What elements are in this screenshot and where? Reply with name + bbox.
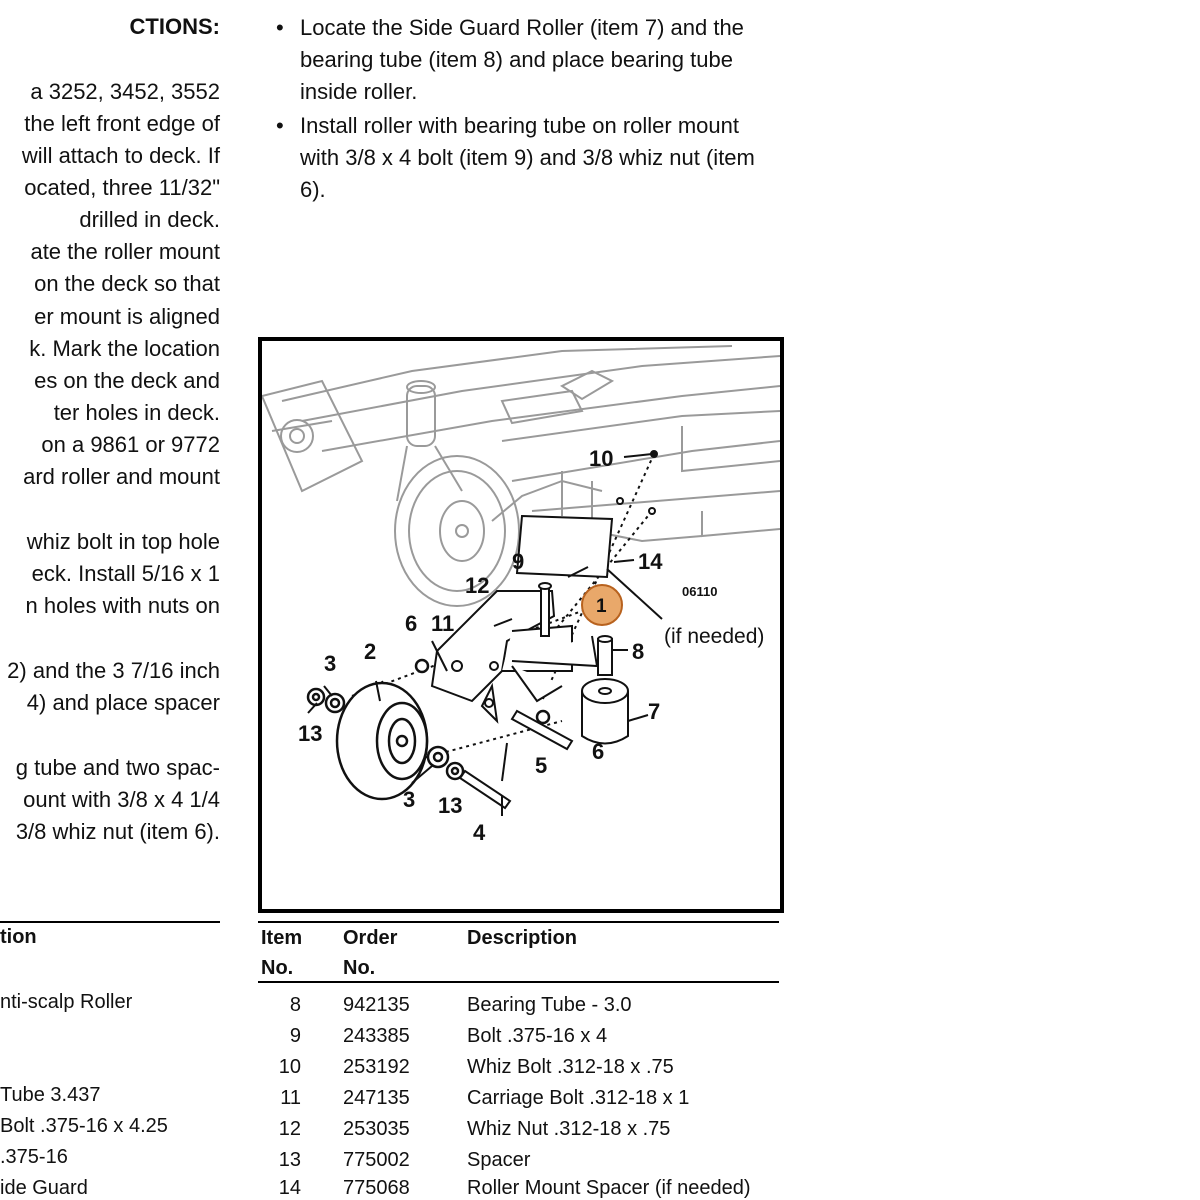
description-cell: Bolt .375-16 x 4 bbox=[467, 1025, 608, 1047]
item-no-cell: 13 bbox=[278, 1149, 301, 1171]
callout-label: 14 bbox=[638, 549, 663, 574]
instruction-line: ate the roller mount bbox=[30, 239, 220, 264]
callout-label: 12 bbox=[465, 573, 490, 598]
callout-label: 6 bbox=[405, 611, 418, 636]
bullet-dot: • bbox=[276, 113, 284, 138]
side-guard-roller-drawing bbox=[582, 679, 628, 744]
left-description-header: tion bbox=[0, 926, 37, 948]
instruction-line: will attach to deck. If bbox=[21, 143, 220, 168]
item-no-header: No. bbox=[261, 957, 294, 979]
instruction-line: n holes with nuts on bbox=[25, 593, 220, 618]
order-no-header: Order bbox=[343, 927, 398, 949]
description-cell: Whiz Bolt .312-18 x .75 bbox=[467, 1056, 674, 1078]
description-cell: Roller Mount Spacer (if needed) bbox=[467, 1177, 751, 1199]
description-cell: Bearing Tube - 3.0 bbox=[467, 994, 632, 1016]
marker-number: 1 bbox=[596, 596, 607, 617]
bullet-text: Install roller with bearing tube on roller mount with 3/8 x 4 bolt (item 9) and 3/8 whiz nut (item 6). bbox=[300, 113, 755, 202]
left-description-cell: .375-16 bbox=[0, 1146, 68, 1168]
instruction-line: drilled in deck. bbox=[79, 207, 220, 232]
callout-label: 11 bbox=[431, 611, 455, 636]
instructions-heading: CTIONS: bbox=[129, 14, 220, 39]
instruction-line: on a 9861 or 9772 bbox=[41, 432, 220, 457]
assembly-figure bbox=[258, 337, 784, 913]
mower-deck-drawing bbox=[262, 346, 780, 541]
order-no-cell: 942135 bbox=[343, 994, 410, 1016]
instruction-line: 4) and place spacer bbox=[26, 690, 220, 715]
bullet-dot: • bbox=[276, 15, 284, 40]
instruction-line: ard roller and mount bbox=[23, 464, 220, 489]
left-description-cell: Bolt .375-16 x 4.25 bbox=[0, 1115, 168, 1137]
item-no-cell: 10 bbox=[278, 1056, 301, 1078]
description-cell: Whiz Nut .312-18 x .75 bbox=[467, 1118, 671, 1140]
table-top-rule-left bbox=[0, 921, 220, 923]
callout-label: 7 bbox=[648, 699, 661, 724]
left-instructions-column bbox=[0, 0, 230, 900]
right-instructions-column bbox=[272, 12, 782, 208]
description-cell: Spacer bbox=[467, 1149, 531, 1171]
item-no-cell: 12 bbox=[278, 1118, 301, 1140]
description-cell: Carriage Bolt .312-18 x 1 bbox=[467, 1087, 690, 1109]
instruction-line: g tube and two spac- bbox=[15, 755, 220, 780]
order-no-header: No. bbox=[343, 957, 376, 979]
instruction-line: 2) and the 3 7/16 inch bbox=[7, 658, 220, 683]
order-no-cell: 253192 bbox=[343, 1056, 410, 1078]
bolt-9-drawing bbox=[539, 583, 551, 636]
instruction-line: a 3252, 3452, 3552 bbox=[30, 79, 220, 104]
order-no-cell: 247135 bbox=[343, 1087, 410, 1109]
description-header: Description bbox=[467, 927, 578, 949]
exploded-view-drawing bbox=[262, 341, 780, 909]
item-no-header: Item bbox=[261, 927, 303, 949]
instruction-line: ter holes in deck. bbox=[53, 400, 220, 425]
left-description-cell: nti-scalp Roller bbox=[0, 991, 133, 1013]
callout-label: 3 bbox=[324, 651, 337, 676]
roller-mount-spacer-plate bbox=[517, 516, 612, 577]
instruction-line: k. Mark the location bbox=[29, 336, 220, 361]
instruction-line: whiz bolt in top hole bbox=[26, 529, 220, 554]
if-needed-label: (if needed) bbox=[664, 625, 765, 648]
callout-label: 3 bbox=[403, 787, 416, 812]
instruction-line: the left front edge of bbox=[24, 111, 220, 136]
order-no-cell: 775068 bbox=[343, 1177, 410, 1199]
callout-label: 2 bbox=[364, 639, 377, 664]
instruction-line: ount with 3/8 x 4 1/4 bbox=[23, 787, 220, 812]
item-no-cell: 8 bbox=[289, 994, 301, 1016]
instruction-line: eck. Install 5/16 x 1 bbox=[31, 561, 220, 586]
order-no-cell: 775002 bbox=[343, 1149, 410, 1171]
callout-label: 6 bbox=[592, 739, 605, 764]
instruction-line: er mount is aligned bbox=[34, 304, 220, 329]
order-no-cell: 253035 bbox=[343, 1118, 410, 1140]
item-no-cell: 14 bbox=[278, 1177, 301, 1199]
callout-label: 10 bbox=[589, 446, 614, 471]
callout-label: 8 bbox=[632, 639, 645, 664]
instruction-line: on the deck so that bbox=[34, 271, 220, 296]
bullet-text: Locate the Side Guard Roller (item 7) and the bearing tube (item 8) and place bearing tube inside roller. bbox=[300, 15, 744, 104]
callout-label: 13 bbox=[438, 793, 463, 818]
callout-label: 5 bbox=[535, 753, 548, 778]
table-top-rule bbox=[258, 921, 779, 923]
callout-label: 9 bbox=[512, 549, 525, 574]
callout-label: 4 bbox=[473, 820, 486, 845]
table-header-rule bbox=[258, 981, 779, 983]
bearing-tube-drawing bbox=[598, 636, 612, 675]
item-no-cell: 9 bbox=[289, 1025, 301, 1047]
left-description-cell: Tube 3.437 bbox=[0, 1084, 101, 1106]
left-description-cell: ide Guard bbox=[0, 1177, 88, 1199]
pins-drawing bbox=[460, 711, 572, 808]
item-no-cell: 11 bbox=[280, 1087, 301, 1109]
instruction-line: es on the deck and bbox=[34, 368, 220, 393]
instruction-line: ocated, three 11/32" bbox=[24, 175, 220, 200]
instruction-bullet bbox=[272, 12, 782, 108]
callout-label: 13 bbox=[298, 721, 323, 746]
instruction-bullet bbox=[272, 110, 782, 206]
figure-id: 06110 bbox=[682, 584, 718, 599]
order-no-cell: 243385 bbox=[343, 1025, 410, 1047]
instruction-line: 3/8 whiz nut (item 6). bbox=[15, 819, 220, 844]
